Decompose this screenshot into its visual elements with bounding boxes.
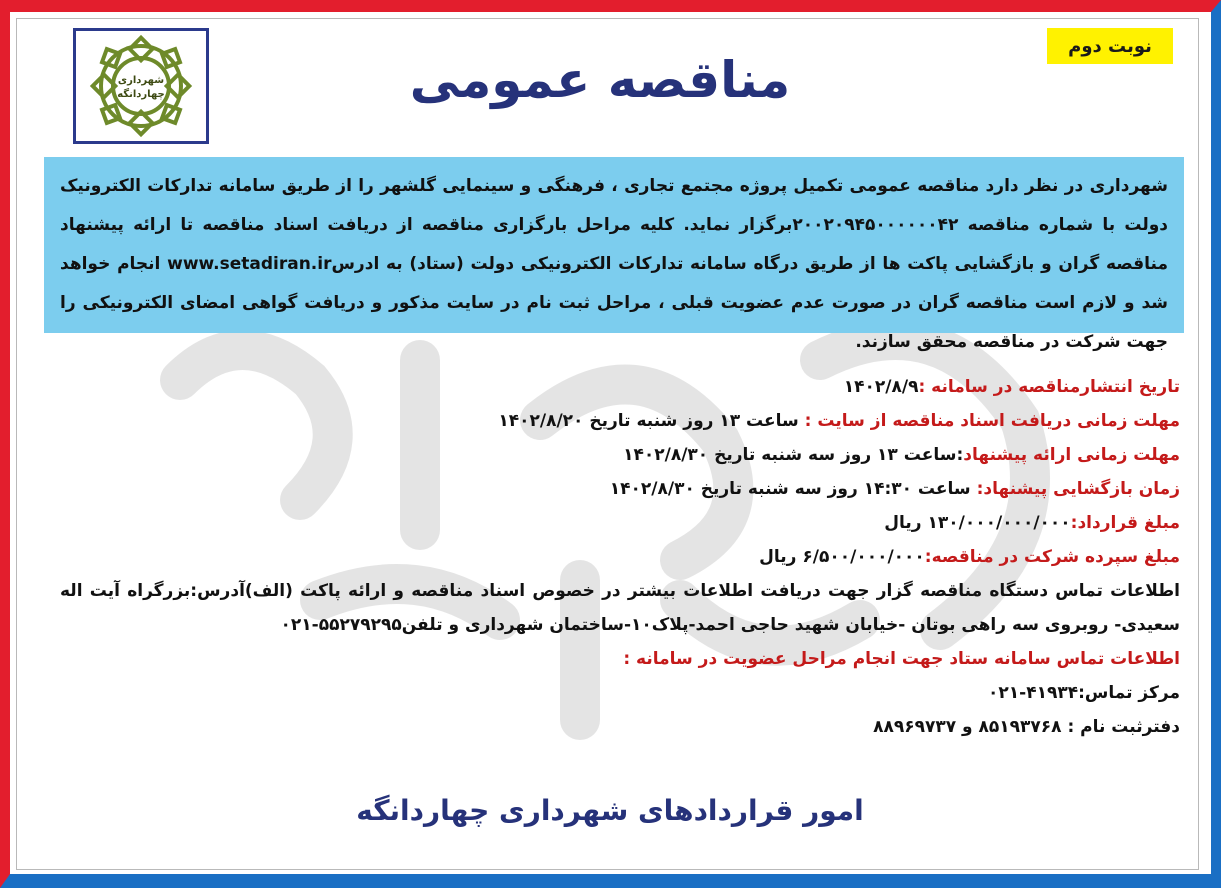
deposit-label: مبلغ سپرده شرکت در مناقصه: bbox=[924, 547, 1180, 567]
logo-text-line1: شهرداری bbox=[117, 75, 165, 86]
contract-amount-label: مبلغ قرارداد: bbox=[1070, 513, 1180, 533]
deposit-value: ۶/۵۰۰/۰۰۰/۰۰۰ ریال bbox=[759, 547, 925, 567]
bid-deadline-value: :ساعت ۱۳ روز سه شنبه تاریخ ۱۴۰۲/۸/۳۰ bbox=[623, 445, 964, 465]
setad-contact-title: اطلاعات تماس سامانه ستاد جهت انجام مراحل عضویت در سامانه : bbox=[623, 649, 1180, 669]
publish-date-value: ۱۴۰۲/۸/۹ bbox=[843, 377, 919, 397]
docs-deadline-label: مهلت زمانی دریافت اسناد مناقصه از سایت : bbox=[804, 411, 1180, 431]
call-center: مرکز تماس:۴۱۹۳۴-۰۲۱ bbox=[988, 683, 1180, 703]
bid-deadline-row bbox=[60, 438, 1180, 472]
contact-info: اطلاعات تماس دستگاه مناقصه گزار جهت دریافت اطلاعات بیشتر در خصوص اسناد مناقصه و ارائه پاکت (الف)آدرس:بزرگراه آیت اله سعیدی- روبروی سه راهی بوتان -خیابان شهید حاجی احمد-پلاک۱۰-ساختمان شهرداری و تلفن۵۵۲۷۹۲۹۵-۰۲۱ bbox=[60, 581, 1180, 635]
docs-deadline-row bbox=[60, 404, 1180, 438]
opening-value: ساعت ۱۴:۳۰ روز سه شنبه تاریخ ۱۴۰۲/۸/۳۰ bbox=[609, 479, 977, 499]
tender-details bbox=[60, 370, 1180, 744]
opening-label: زمان بازگشایی پیشنهاد: bbox=[976, 479, 1180, 499]
intro-section bbox=[44, 157, 1184, 352]
deposit-row bbox=[60, 540, 1180, 574]
municipality-logo bbox=[73, 28, 209, 144]
logo-text-line2: چهاردانگه bbox=[117, 89, 165, 100]
contract-amount-row bbox=[60, 506, 1180, 540]
intro-paragraph: شهرداری در نظر دارد مناقصه عمومی تکمیل پروژه مجتمع تجاری ، فرهنگی و سینمایی گلشهر را از طریق سامانه تدارکات الکترونیک دولت با شماره مناقصه ۲۰۰۲۰۹۴۵۰۰۰۰۰۰۴۲برگزار نماید. کلیه مراحل بارگزاری مناقصه از دریافت اسناد مناقصه تا ارائه پیشنهاد مناقصه گران و بازگشایی پاکت ها از طریق درگاه سامانه تدارکات الکترونیکی دولت (ستاد) به ادرسwww.setadiran.ir انجام خواهد شد و لازم است مناقصه گران در صورت عدم عضویت قبلی ، مراحل ثبت نام در سایت مذکور و دریافت گواهی امضای الکترونیکی را جهت شرکت در مناقصه محقق سازند. bbox=[60, 176, 1168, 352]
contract-amount-value: ۱۳۰/۰۰۰/۰۰۰/۰۰۰ ریال bbox=[884, 513, 1071, 533]
footer-title: امور قراردادهای شهرداری چهاردانگه bbox=[356, 794, 864, 827]
publish-date-label: تاریخ انتشارمناقصه در سامانه : bbox=[918, 377, 1180, 397]
logo-emblem-icon bbox=[81, 33, 201, 139]
opening-row bbox=[60, 472, 1180, 506]
docs-deadline-value: ساعت ۱۳ روز شنبه تاریخ ۱۴۰۲/۸/۲۰ bbox=[498, 411, 805, 431]
page-title: مناقصه عمومی bbox=[409, 51, 791, 109]
bid-deadline-label: مهلت زمانی ارائه پیشنهاد bbox=[963, 445, 1180, 465]
notice-round-badge: نوبت دوم bbox=[1047, 28, 1173, 64]
publish-date-row bbox=[60, 370, 1180, 404]
registry-office: دفترثبت نام : ۸۵۱۹۳۷۶۸ و ۸۸۹۶۹۷۳۷ bbox=[873, 717, 1180, 737]
